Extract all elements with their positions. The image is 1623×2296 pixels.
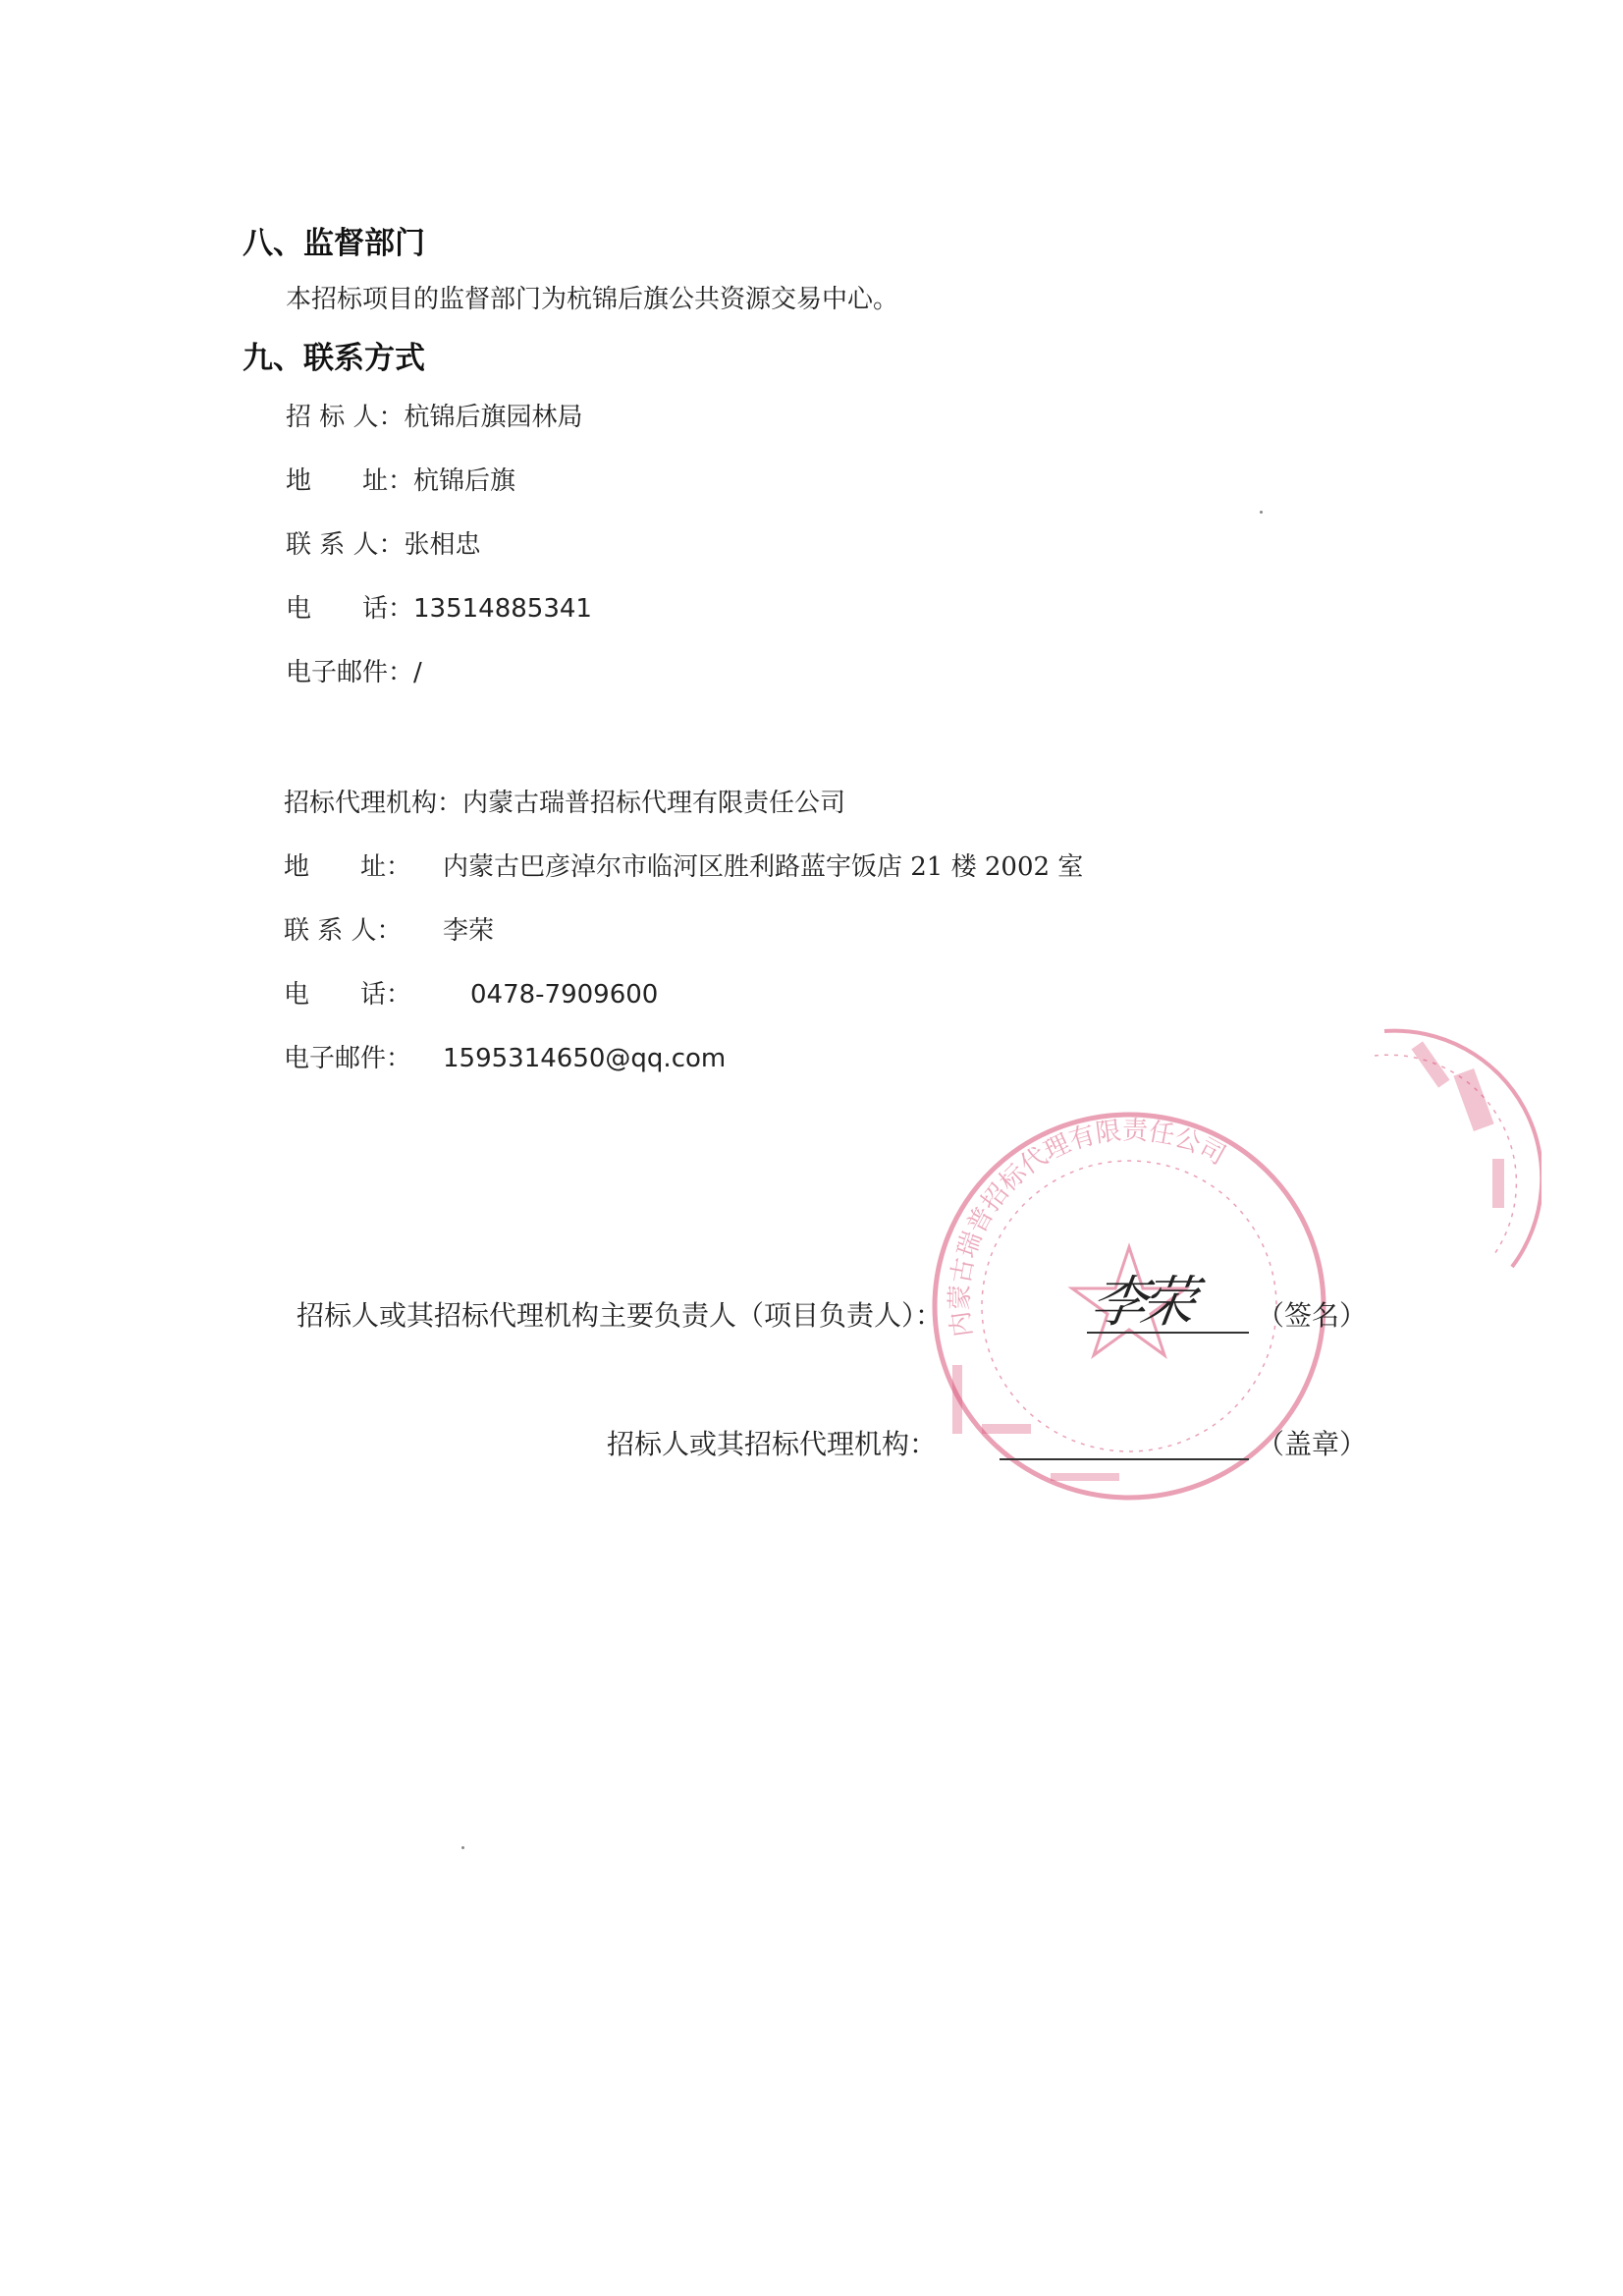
tenderer-address-row [286,461,515,497]
agency-name-label: 招标代理机构： [284,789,463,818]
seal-label: 招标人或其招标代理机构： [607,1428,938,1460]
seal-underline [1000,1458,1249,1460]
tenderer-name-label: 招 标 人： [286,403,405,432]
tenderer-address-value: 杭锦后旗 [413,466,516,496]
agency-address-label: 地 址： [284,852,412,882]
seal-text: 内蒙古瑞普招标代理有限责任公司 [945,1116,1231,1339]
handwritten-signature: 李荣 [1086,1271,1194,1335]
agency-contact-label: 联 系 人： [284,916,403,946]
tenderer-contact-label: 联 系 人： [286,530,405,560]
tenderer-name-row [286,397,583,433]
tenderer-contact-value: 张相忠 [404,530,481,560]
agency-phone-label: 电 话： [284,980,412,1010]
company-seal-stamp [913,1011,1542,1532]
section9-heading: 九、联系方式 [243,341,425,376]
tenderer-phone-value: 13514885341 [413,594,592,624]
agency-name-value: 内蒙古瑞普招标代理有限责任公司 [462,789,846,818]
agency-email-label: 电子邮件： [284,1044,412,1073]
agency-address-value: 内蒙古巴彦淖尔市临河区胜利路蓝宇饭店 21 楼 2002 室 [443,852,1084,882]
tenderer-name-value: 杭锦后旗园林局 [404,403,583,432]
agency-contact-row [284,910,494,947]
scan-speck [461,1846,464,1849]
tenderer-email-value: / [413,658,422,687]
sign-suffix: （签名） [1257,1299,1368,1332]
section8-text: 本招标项目的监督部门为杭锦后旗公共资源交易中心。 [286,285,899,314]
agency-contact-value: 李荣 [443,916,495,946]
tenderer-address-label: 地 址： [286,466,414,496]
tenderer-email-label: 电子邮件： [286,658,414,687]
agency-phone-row [284,974,658,1011]
tenderer-contact-row [286,524,481,561]
agency-name-row [284,783,845,819]
tenderer-phone-row [286,588,592,625]
agency-email-row [284,1038,726,1074]
seal-suffix: （盖章） [1257,1428,1368,1460]
scan-speck [1260,511,1263,514]
agency-email-value: 1595314650@qq.com [443,1044,727,1073]
tenderer-email-row [286,652,422,688]
section8-heading: 八、监督部门 [243,226,425,261]
agency-address-row [284,847,1083,883]
agency-phone-value: 0478-7909600 [470,980,659,1010]
tenderer-phone-label: 电 话： [286,594,414,624]
sign-label: 招标人或其招标代理机构主要负责人（项目负责人）： [297,1299,944,1332]
